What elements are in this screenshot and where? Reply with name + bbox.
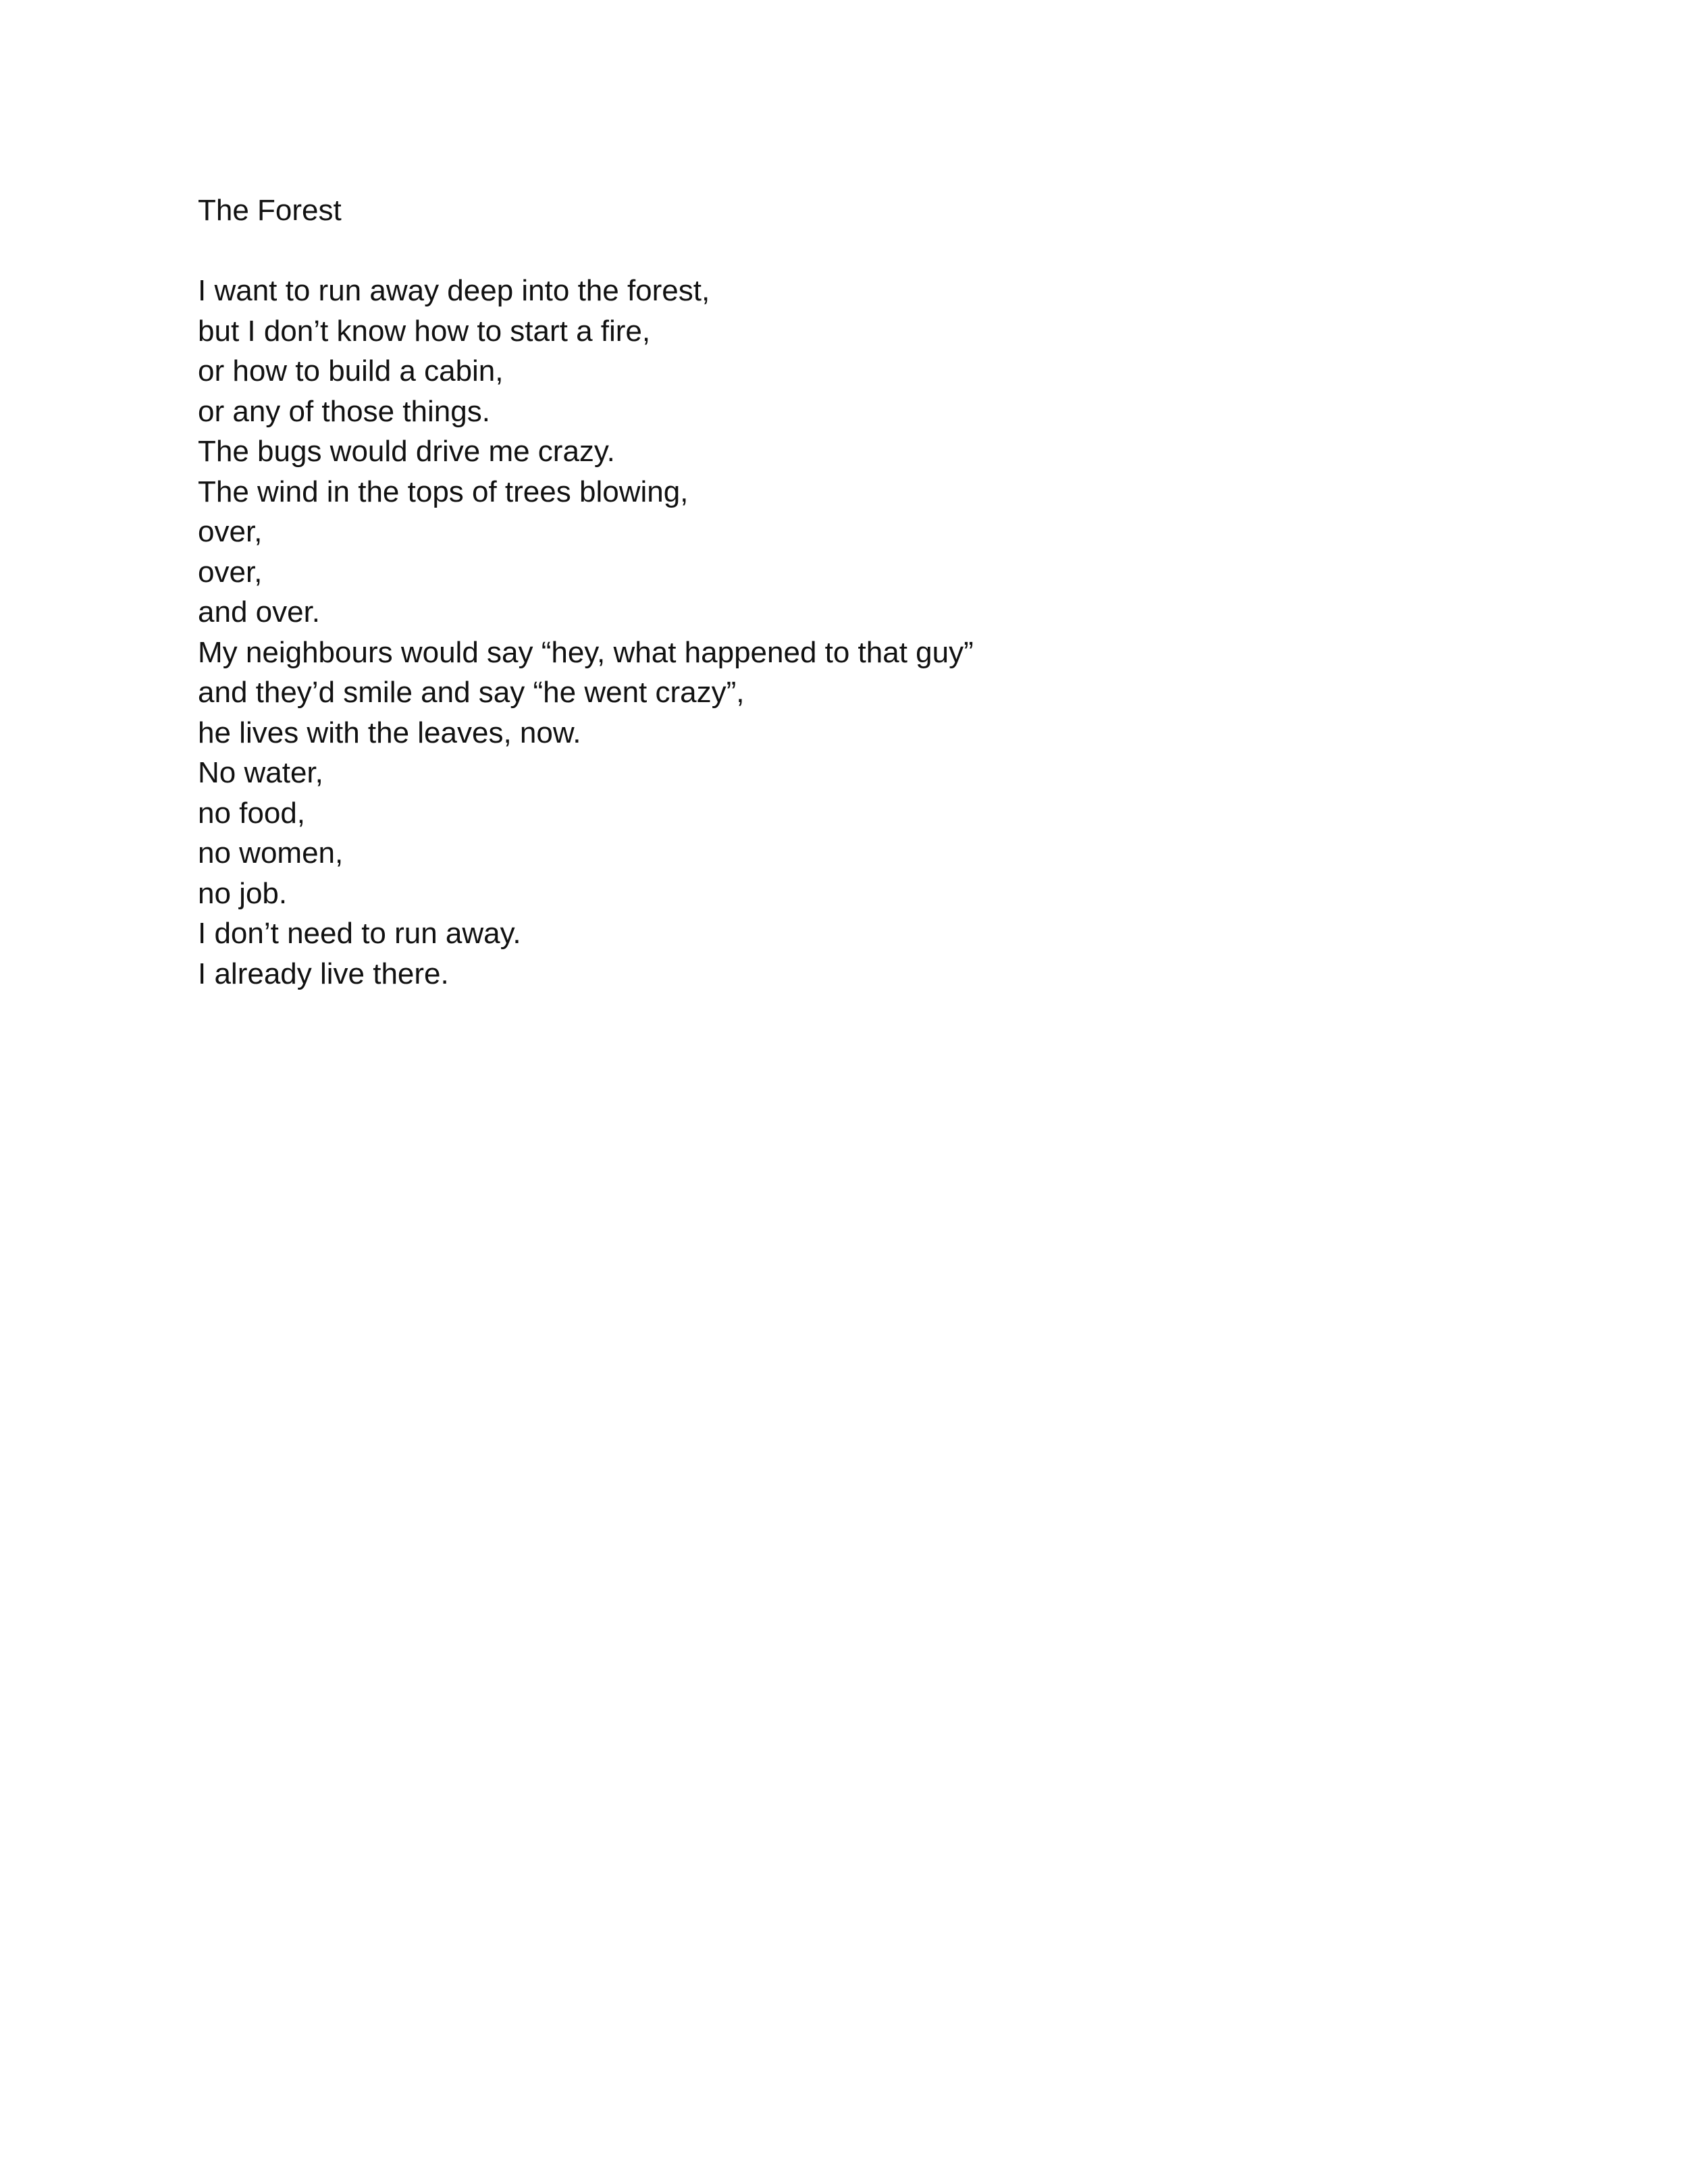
poem-line: no women, [198,836,344,870]
poem-title: The Forest [198,194,342,227]
poem-line: no food, [198,796,306,830]
poem-line: The wind in the tops of trees blowing, [198,475,689,508]
poem-line: and over. [198,595,321,629]
poem-line: no job. [198,876,288,910]
document-content [198,190,1481,994]
poem-line: I don’t need to run away. [198,917,521,950]
poem-line: or how to build a cabin, [198,354,504,388]
poem-line: over, [198,555,263,589]
poem-line: My neighbours would say “hey, what happened to that guy” [198,635,974,669]
poem-line: but I don’t know how to start a fire, [198,314,651,348]
poem-line: or any of those things. [198,394,490,428]
title-spacer [198,231,1481,271]
poem-body [198,271,1481,994]
poem-line: I want to run away deep into the forest, [198,274,710,307]
poem-line: and they’d smile and say “he went crazy”, [198,676,745,709]
poem-line: The bugs would drive me crazy. [198,435,615,468]
poem-line: he lives with the leaves, now. [198,716,581,749]
poem-line: No water, [198,756,323,789]
poem-line: I already live there. [198,957,449,990]
poem-line: over, [198,515,263,548]
